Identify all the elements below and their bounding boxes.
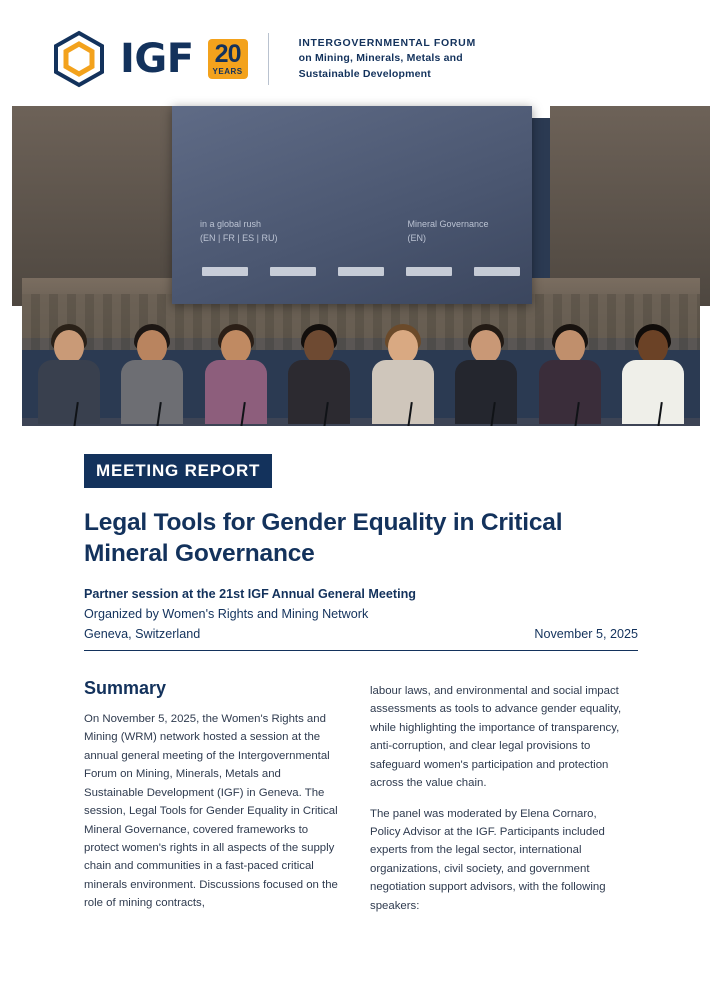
meta-row [84, 627, 638, 651]
panelist [197, 314, 275, 434]
screen-sponsor-logos [172, 245, 532, 276]
screen-text-left: in a global rush [200, 219, 262, 229]
cover-photo [22, 118, 700, 426]
screen-logo-igf [202, 267, 248, 276]
panelist [447, 314, 525, 434]
panelist-head [54, 330, 84, 364]
panelist [30, 314, 108, 434]
anniversary-number: 20 [214, 40, 241, 68]
date-text: November 5, 2025 [534, 626, 638, 641]
document-header [0, 0, 700, 118]
hexagon-logo-icon [52, 31, 106, 87]
screen-logo-partner [406, 267, 452, 276]
summary-heading: Summary [84, 677, 167, 698]
presentation-screen [172, 106, 532, 304]
panelist-body [372, 360, 434, 424]
session-subtitle: Partner session at the 21st IGF Annual General Meeting [84, 586, 416, 601]
panelist-body [288, 360, 350, 424]
status-badge: MEETING REPORT [84, 454, 272, 488]
panelist-head [304, 330, 334, 364]
igf-wordmark: IGF [120, 36, 194, 82]
panelist [280, 314, 358, 434]
panelist-head [555, 330, 585, 364]
page-title: Legal Tools for Gender Equality in Critical Mineral Governance [84, 509, 563, 568]
summary-paragraph-right-1: labour laws, and environmental and social impact assessments as tools to advance gender equality, while highlighting the importance of transparency, anti-corruption, and clear legal provisions to safeguard women's participation and protection across the value chain. [370, 684, 622, 790]
organization-line-1: INTERGOVERNMENTAL FORUM [298, 37, 476, 50]
report-content [22, 426, 700, 990]
logo-divider [268, 33, 269, 85]
screen-logo-canada [338, 267, 384, 276]
igf-logo [52, 31, 476, 87]
organization-line-2: on Mining, Minerals, Metals and [298, 52, 463, 65]
panelist-row [22, 314, 700, 444]
screen-logo-iisd [270, 267, 316, 276]
summary-paragraph-left: On November 5, 2025, the Women's Rights and Mining (WRM) network hosted a session at the annual general meeting of the Intergovernmental Forum on Mining, Minerals, Metals and Sustainable Development (IGF) in Geneva. The session, Legal Tools for Gender Equality in Critical Mineral Governance, covered frameworks to protect women's rights in all aspects of the supply chain and communities in a fast-paced critical minerals environment. Discussions focused on the role of mining contracts, [84, 712, 338, 910]
anniversary-label: YEARS [212, 67, 243, 76]
panelist [614, 314, 692, 434]
screen-text [172, 106, 532, 245]
screen-text-right: Mineral Governance [407, 219, 489, 229]
panelist-head [137, 330, 167, 364]
panelist-body [38, 360, 100, 424]
summary-column-left [84, 710, 342, 928]
location-text: Geneva, Switzerland [84, 626, 201, 641]
panelist-body [205, 360, 267, 424]
photo-wall-left [12, 106, 172, 306]
summary-paragraph-right-2: The panel was moderated by Elena Cornaro, Policy Advisor at the IGF. Participants included experts from the legal sector, international organizations, civil society, and government negotiation support advisors, with the following speakers: [370, 807, 606, 912]
panelist-head [638, 330, 668, 364]
photo-wall-right [550, 106, 710, 306]
panelist-head [221, 330, 251, 364]
organizer-line: Organized by Women's Rights and Mining Network [84, 606, 369, 621]
screen-logo-un [474, 267, 520, 276]
panelist-body [622, 360, 684, 424]
anniversary-badge [208, 39, 248, 79]
organization-name [299, 36, 476, 82]
summary-column-right [370, 682, 628, 928]
screen-langs-right: (EN) [407, 232, 427, 243]
panelist [113, 314, 191, 434]
organization-line-3: Sustainable Development [298, 67, 431, 80]
screen-langs-left: (EN | FR | ES | RU) [200, 232, 278, 243]
panelist-head [388, 330, 418, 364]
panelist [531, 314, 609, 434]
panelist-head [471, 330, 501, 364]
panelist-body [455, 360, 517, 424]
panelist [364, 314, 442, 434]
panelist-body [121, 360, 183, 424]
panelist-body [539, 360, 601, 424]
